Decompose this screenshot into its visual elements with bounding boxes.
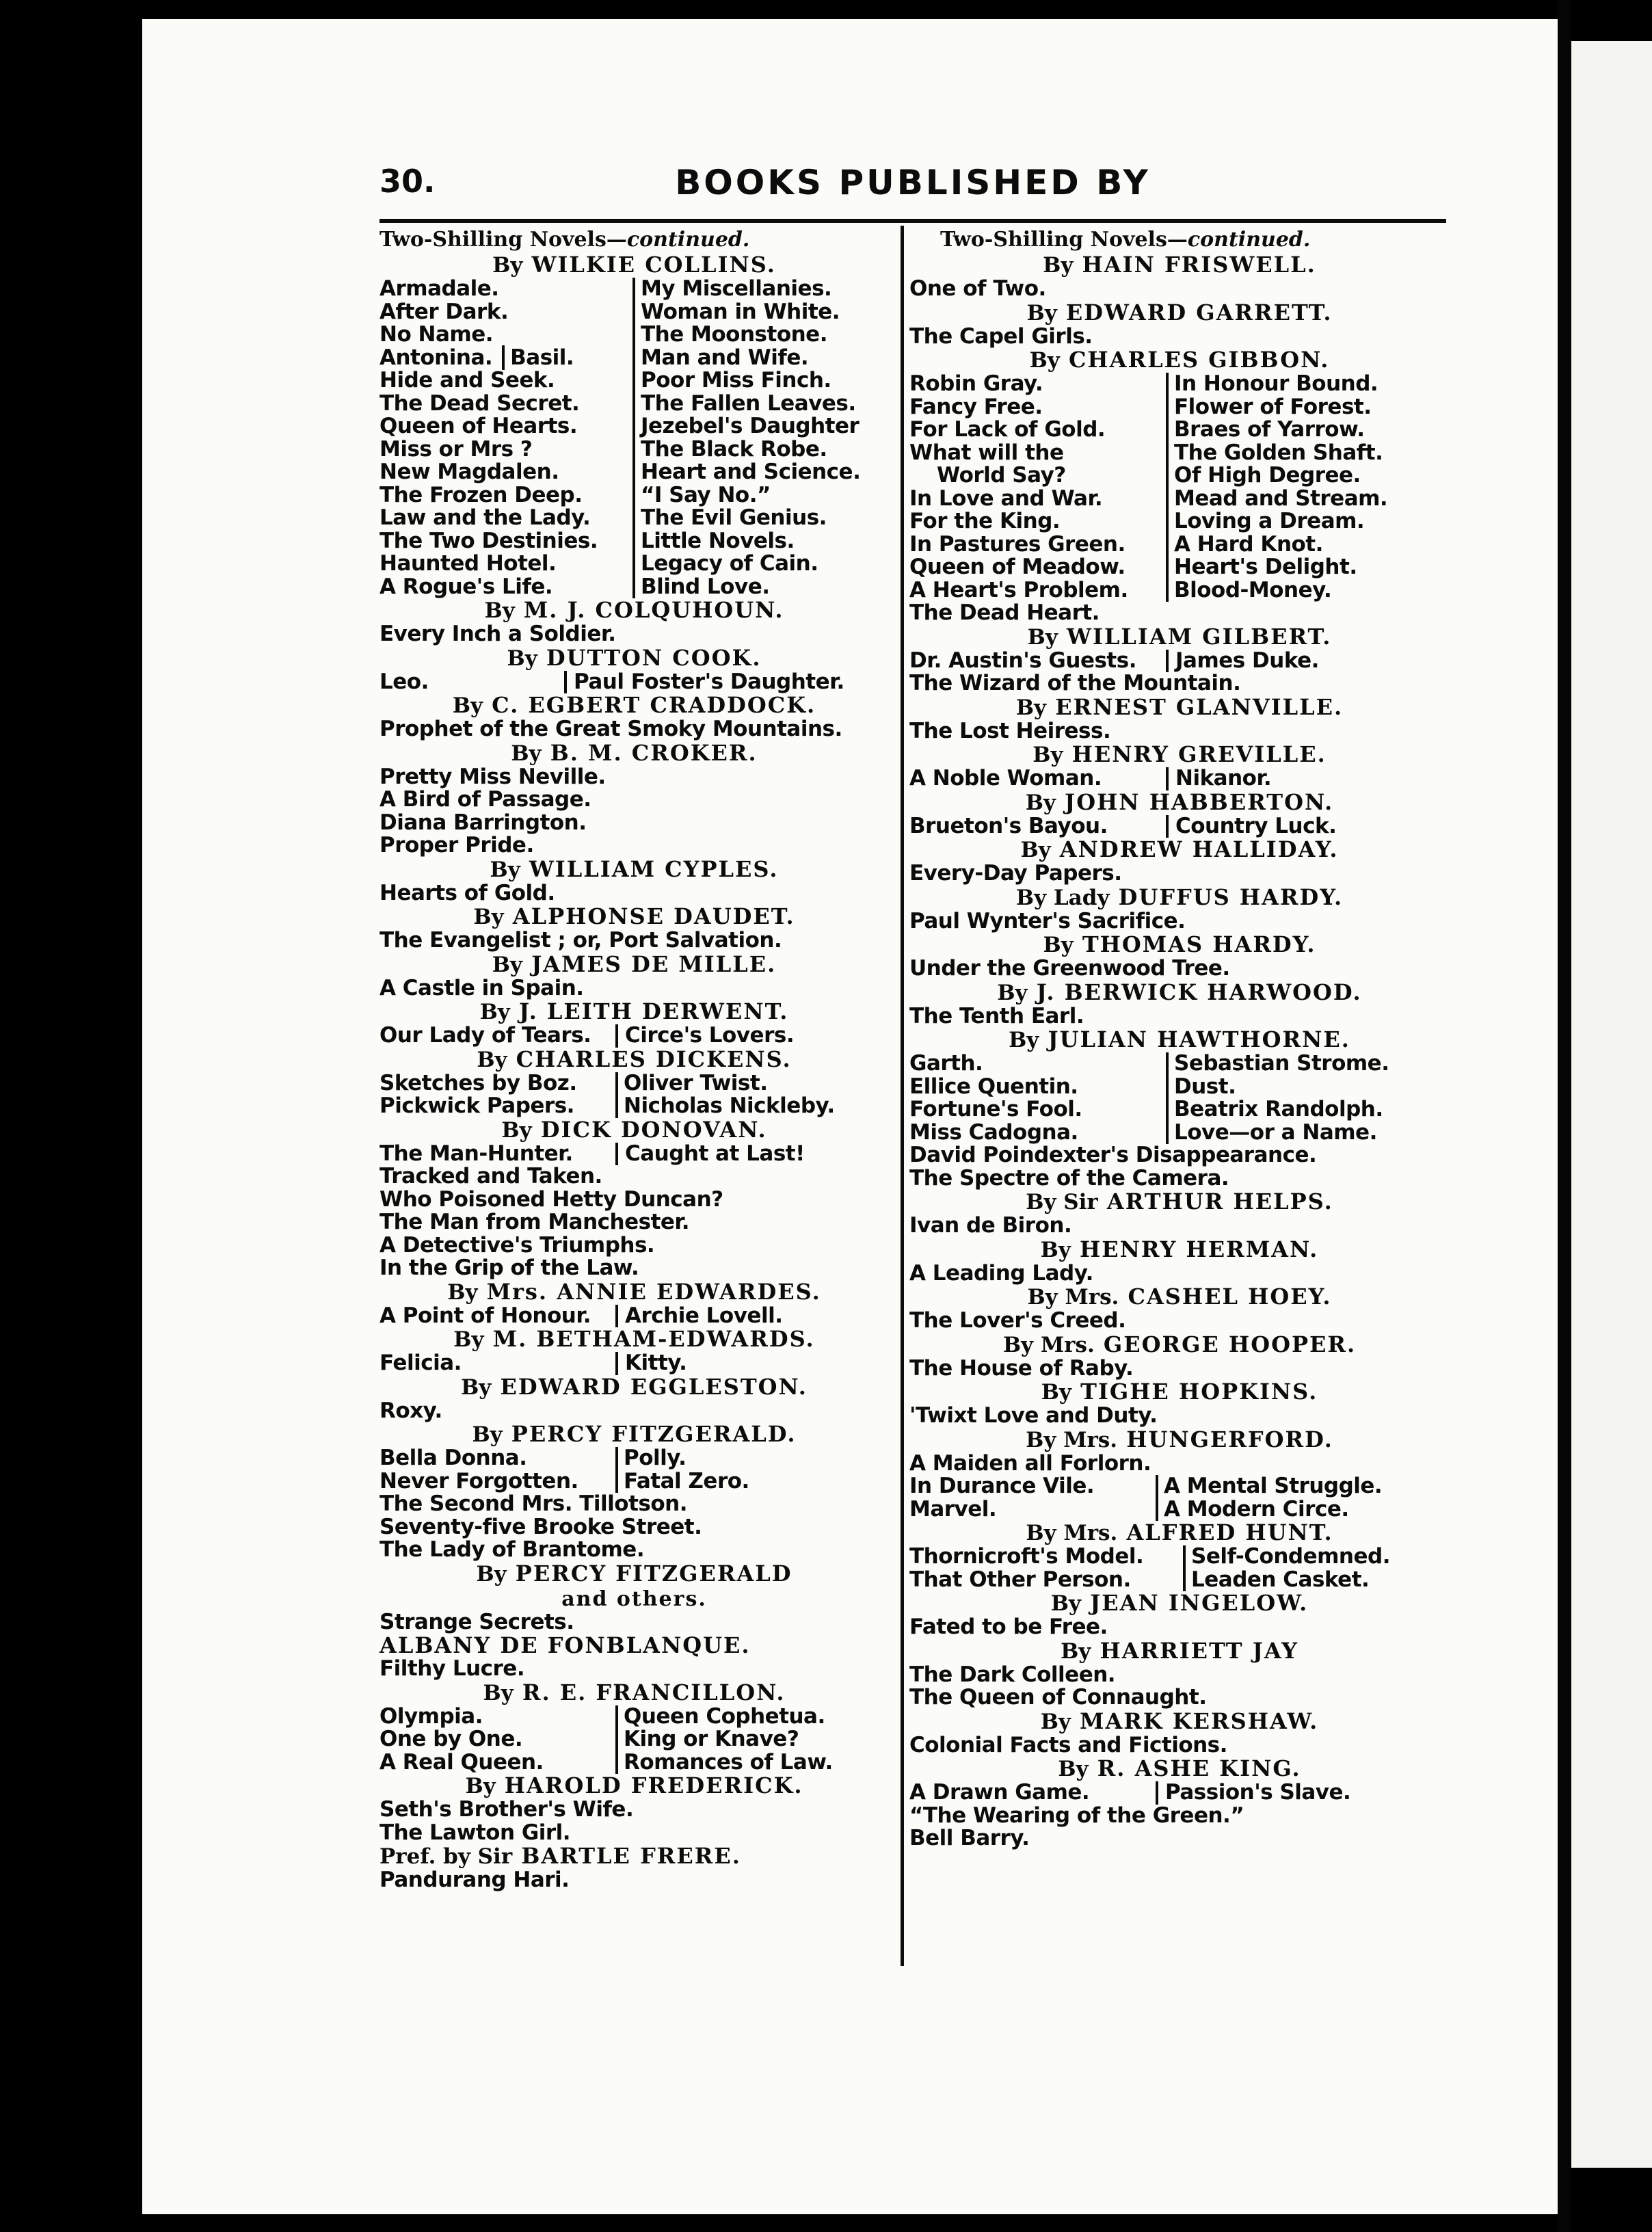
title: Leaden Casket. <box>1183 1569 1450 1592</box>
title: Fortune's Fool. <box>909 1097 1082 1121</box>
title: Nikanor. <box>1166 767 1271 790</box>
title: Filthy Lucre. <box>379 1656 525 1681</box>
title: Strange Secrets. <box>379 1609 574 1634</box>
title: Pretty Miss Neville. <box>379 764 606 789</box>
author-heading: By ANDREW HALLIDAY. <box>1020 836 1339 862</box>
author-heading: By C. EGBERT CRADDOCK. <box>452 692 816 718</box>
title-list <box>909 1405 1450 1428</box>
author-heading: By JEAN INGELOW. <box>1050 1590 1309 1616</box>
title-grid <box>909 1545 1450 1591</box>
title: Fated to be Free. <box>909 1615 1108 1639</box>
title-list <box>909 1310 1450 1333</box>
title: Under the Greenwood Tree. <box>909 956 1230 981</box>
title: Kitty. <box>615 1352 687 1375</box>
title: The Dead Secret. <box>379 390 580 416</box>
title: Sebastian Strome. <box>1166 1052 1450 1076</box>
title-list <box>379 766 889 858</box>
author-heading: By ALPHONSE DAUDET. <box>473 903 795 929</box>
author-heading: By J. BERWICK HARWOOD. <box>997 979 1362 1005</box>
title-list <box>909 602 1450 625</box>
title: Marvel. <box>909 1496 997 1522</box>
title: Bell Barry. <box>909 1826 1030 1850</box>
title: The Lady of Brantome. <box>379 1537 645 1562</box>
title: 'Twixt Love and Duty. <box>909 1403 1158 1428</box>
author-heading: By HENRY GREVILLE. <box>1032 741 1327 767</box>
author-heading: By JAMES DE MILLE. <box>492 951 777 977</box>
title: A Detective's Triumphs. <box>379 1232 655 1258</box>
title-list <box>909 323 1450 349</box>
title: For the King. <box>909 509 1061 533</box>
title: Tracked and Taken. <box>379 1164 602 1188</box>
title-list <box>909 278 1450 301</box>
author-heading: By R. E. FRANCILLON. <box>483 1679 786 1705</box>
author-heading: By Mrs. ALFRED HUNT. <box>1026 1519 1333 1545</box>
title: After Dark. <box>379 299 509 324</box>
author-heading: By TIGHE HOPKINS. <box>1041 1379 1318 1405</box>
title: Thornicroft's Model. <box>909 1544 1144 1569</box>
title-list <box>909 672 1450 695</box>
title: Pandurang Hari. <box>379 1868 570 1892</box>
title-list <box>909 1734 1450 1757</box>
title: The Tenth Earl. <box>909 1003 1084 1028</box>
title: A Bird of Passage. <box>379 787 591 812</box>
title: The Golden Shaft. <box>1166 442 1450 465</box>
title: Brueton's Bayou. <box>909 813 1108 838</box>
title-list <box>379 929 889 953</box>
title-pair <box>909 767 1450 790</box>
title-list <box>909 373 1450 602</box>
title: Proper Pride. <box>379 833 534 858</box>
author-heading: By Mrs. ANNIE EDWARDES. <box>447 1278 821 1305</box>
title: New Magdalen. <box>379 460 559 484</box>
title: King or Knave? <box>615 1728 889 1751</box>
title: That Other Person. <box>909 1567 1131 1592</box>
author-heading: By CHARLES DICKENS. <box>477 1046 792 1072</box>
title: The Lawton Girl. <box>379 1820 571 1845</box>
title: Archie Lovell. <box>615 1305 782 1328</box>
title: My Miscellanies. <box>632 278 889 301</box>
title-pair <box>379 671 889 694</box>
author-heading: By Mrs. HUNGERFORD. <box>1026 1426 1333 1452</box>
title-list <box>909 1214 1450 1238</box>
title: Flower of Forest. <box>1166 396 1450 419</box>
title: “The Wearing of the Green.” <box>909 1803 1244 1828</box>
title: Antonina. <box>379 345 493 370</box>
author-heading: By PERCY FITZGERALD <box>476 1560 792 1586</box>
title-list <box>379 977 889 1000</box>
title: Every Inch a Soldier. <box>379 622 616 646</box>
title-grid <box>379 1072 889 1118</box>
title-grid <box>909 1475 1450 1521</box>
author-heading: By Mrs. GEORGE HOOPER. <box>1002 1331 1357 1357</box>
author-heading: Pref. by Sir BARTLE FRERE. <box>379 1843 741 1869</box>
title: The Evangelist ; or, Port Salvation. <box>379 928 782 953</box>
title-pair <box>909 815 1450 838</box>
title: Legacy of Cain. <box>632 553 889 576</box>
author-heading: By THOMAS HARDY. <box>1043 931 1316 957</box>
title: Colonial Facts and Fictions. <box>909 1732 1227 1757</box>
title: Beatrix Randolph. <box>1166 1098 1450 1121</box>
title: Man and Wife. <box>632 347 889 370</box>
title-pair <box>909 650 1450 673</box>
title: Diana Barrington. <box>379 810 587 835</box>
title-grid <box>379 1447 889 1493</box>
title: Oliver Twist. <box>615 1072 889 1095</box>
title: Blind Love. <box>632 576 889 599</box>
title: In Pastures Green. <box>909 531 1125 557</box>
title: Dust. <box>1166 1076 1450 1099</box>
title: The Capel Girls. <box>909 323 1093 349</box>
title: Blood-Money. <box>1166 579 1450 602</box>
title-list <box>909 957 1450 981</box>
author-heading: By B. M. CROKER. <box>511 739 758 766</box>
title-list <box>379 882 889 905</box>
title: The Spectre of the Camera. <box>909 1165 1229 1191</box>
title: One by One. <box>379 1727 523 1751</box>
facing-page-edge <box>1571 41 1652 2168</box>
author-subheading: and others. <box>561 1586 707 1611</box>
title-list <box>909 1805 1450 1850</box>
title-list <box>909 1452 1450 1476</box>
title: Paul Foster's Daughter. <box>564 671 844 694</box>
title: The Dead Heart. <box>909 600 1100 625</box>
title: James Duke. <box>1166 650 1319 673</box>
title: Of High Degree. <box>1166 464 1450 488</box>
title: David Poindexter's Disappearance. <box>909 1143 1317 1167</box>
title-grid <box>379 1705 889 1775</box>
author-heading: By HENRY HERMAN. <box>1040 1236 1319 1262</box>
title-list <box>909 1616 1450 1639</box>
title: Woman in White. <box>632 301 889 324</box>
title: Hearts of Gold. <box>379 880 555 905</box>
author-heading: By DUTTON COOK. <box>507 644 762 671</box>
title: Miss or Mrs ? <box>379 436 533 462</box>
right-column <box>909 227 1450 1850</box>
title: What will the <box>909 440 1064 465</box>
author-heading: By DICK DONOVAN. <box>501 1116 767 1143</box>
title: Every-Day Papers. <box>909 861 1122 886</box>
author-heading: By R. ASHE KING. <box>1058 1755 1301 1781</box>
title: Paul Wynter's Sacrifice. <box>909 908 1186 933</box>
title: A Modern Circe. <box>1156 1498 1450 1522</box>
author-heading: By PERCY FITZGERALD. <box>472 1421 797 1447</box>
title-list <box>909 1664 1450 1710</box>
title: A Mental Struggle. <box>1156 1475 1450 1498</box>
title-list <box>909 910 1450 933</box>
title-list <box>909 1144 1450 1190</box>
title: Circe's Lovers. <box>615 1024 794 1048</box>
title-pair <box>379 1352 889 1375</box>
running-head: BOOKS PUBLISHED BY <box>675 163 1151 202</box>
title: Sketches by Boz. <box>379 1070 577 1095</box>
title-pair <box>379 347 632 370</box>
title: In Honour Bound. <box>1166 373 1450 396</box>
title: In Love and War. <box>909 486 1103 511</box>
title: Garth. <box>909 1051 983 1076</box>
title: Jezebel's Daughter <box>632 415 889 438</box>
title: Prophet of the Great Smoky Mountains. <box>379 717 842 741</box>
title: One of Two. <box>909 276 1046 301</box>
title-list <box>909 1262 1450 1286</box>
title: Queen of Meadow. <box>909 555 1125 579</box>
title: Felicia. <box>379 1351 462 1375</box>
page-number: 30. <box>379 163 436 200</box>
title: Roxy. <box>379 1398 442 1423</box>
title: Romances of Law. <box>615 1751 889 1775</box>
title: Loving a Dream. <box>1166 510 1450 533</box>
title-list <box>379 623 889 646</box>
title: No Name. <box>379 322 494 347</box>
title: The Moonstone. <box>632 323 889 347</box>
title: For Lack of Gold. <box>909 417 1106 442</box>
title: Olympia. <box>379 1703 483 1729</box>
title-grid <box>909 1052 1450 1144</box>
title: Pickwick Papers. <box>379 1093 574 1118</box>
title: The Man from Manchester. <box>379 1210 690 1234</box>
column-divider <box>901 226 904 1966</box>
title-list <box>379 1611 889 1634</box>
author-heading: By EDWARD EGGLESTON. <box>461 1373 808 1400</box>
title: Mead and Stream. <box>1166 488 1450 511</box>
title: “I Say No.” <box>632 484 889 507</box>
author-heading: By JULIAN HAWTHORNE. <box>1009 1026 1350 1052</box>
title-list <box>379 718 889 741</box>
title: Polly. <box>615 1447 889 1470</box>
author-heading: By Lady DUFFUS HARDY. <box>1015 884 1344 910</box>
author-heading: By EDWARD GARRETT. <box>1026 299 1333 326</box>
title: The Black Robe. <box>632 438 889 462</box>
title-list <box>379 1798 889 1844</box>
title: The Second Mrs. Tillotson. <box>379 1491 688 1516</box>
title: Heart's Delight. <box>1166 556 1450 579</box>
title: Passion's Slave. <box>1156 1781 1350 1805</box>
title: A Drawn Game. <box>909 1780 1090 1805</box>
title: Ellice Quentin. <box>909 1074 1078 1099</box>
title: A Castle in Spain. <box>379 975 584 1000</box>
author-heading: ALBANY DE FONBLANQUE. <box>379 1632 751 1658</box>
author-heading: By HARRIETT JAY <box>1061 1637 1298 1664</box>
title: Robin Gray. <box>909 371 1043 396</box>
author-heading: By HAIN FRISWELL. <box>1043 252 1316 278</box>
title: A Real Queen. <box>379 1749 544 1775</box>
title: The Lover's Creed. <box>909 1308 1126 1333</box>
author-heading: By J. LEITH DERWENT. <box>479 998 789 1024</box>
title-list <box>909 1005 1450 1028</box>
title: The House of Raby. <box>909 1355 1134 1381</box>
title: A Hard Knot. <box>1166 533 1450 557</box>
title: A Heart's Problem. <box>909 577 1128 602</box>
title-list <box>379 1400 889 1423</box>
author-heading: By Sir ARTHUR HELPS. <box>1026 1188 1333 1214</box>
title: Caught at Last! <box>615 1143 805 1166</box>
title: A Maiden all Forlorn. <box>909 1450 1151 1476</box>
title: Seth's Brother's Wife. <box>379 1797 634 1822</box>
section-heading: Two-Shilling Novels—continued. <box>940 228 1311 252</box>
title-list <box>909 862 1450 886</box>
title: Nicholas Nickleby. <box>615 1095 889 1118</box>
title: Miss Cadogna. <box>909 1119 1078 1145</box>
title: Never Forgotten. <box>379 1468 578 1493</box>
title: Basil. <box>502 345 574 370</box>
title: The Frozen Deep. <box>379 482 583 507</box>
title: The Wizard of the Mountain. <box>909 671 1241 695</box>
title-list <box>909 720 1450 743</box>
title: Country Luck. <box>1166 815 1336 838</box>
title: Love—or a Name. <box>1166 1121 1450 1145</box>
title: Fancy Free. <box>909 394 1043 419</box>
title: The Lost Heiress. <box>909 718 1111 743</box>
title: Seventy-five Brooke Street. <box>379 1514 702 1539</box>
title: Our Lady of Tears. <box>379 1023 591 1048</box>
title-list <box>379 1493 889 1562</box>
title: The Dark Colleen. <box>909 1662 1116 1687</box>
title: Fatal Zero. <box>615 1470 889 1493</box>
page-header <box>379 163 1446 211</box>
title-list <box>379 1165 889 1280</box>
title: The Queen of Connaught. <box>909 1685 1207 1710</box>
title: World Say? <box>937 463 1066 488</box>
author-heading: By JOHN HABBERTON. <box>1025 788 1334 815</box>
author-heading: By MARK KERSHAW. <box>1040 1708 1319 1734</box>
title: Law and the Lady. <box>379 505 591 530</box>
left-column <box>379 227 889 1892</box>
title: A Leading Lady. <box>909 1260 1093 1286</box>
title: Who Poisoned Hetty Duncan? <box>379 1186 723 1212</box>
title: Hide and Seek. <box>379 368 555 393</box>
header-rule <box>379 219 1446 223</box>
title: Ivan de Biron. <box>909 1213 1072 1238</box>
title: Haunted Hotel. <box>379 551 557 576</box>
author-heading: By Mrs. CASHEL HOEY. <box>1027 1284 1332 1310</box>
title: Armadale. <box>379 276 499 301</box>
author-heading: By WILLIAM CYPLES. <box>490 855 779 882</box>
author-heading: By M. J. COLQUHOUN. <box>484 597 784 623</box>
author-heading: By HAROLD FREDERICK. <box>465 1772 803 1798</box>
title-pair <box>379 1024 889 1048</box>
title: A Rogue's Life. <box>379 574 553 599</box>
title: A Noble Woman. <box>909 766 1102 790</box>
section-heading: Two-Shilling Novels—continued. <box>379 228 750 252</box>
title: Dr. Austin's Guests. <box>909 648 1136 673</box>
title: The Man-Hunter. <box>379 1141 573 1166</box>
title-pair <box>379 1305 889 1328</box>
title: Poor Miss Finch. <box>632 369 889 393</box>
title-list <box>379 1658 889 1681</box>
title: The Two Destinies. <box>379 528 598 553</box>
title: Heart and Science. <box>632 461 889 484</box>
title: The Evil Genius. <box>632 507 889 530</box>
title: Bella Donna. <box>379 1446 527 1470</box>
title: The Fallen Leaves. <box>632 393 889 416</box>
title: Self-Condemned. <box>1183 1545 1450 1569</box>
author-heading: By CHARLES GIBBON. <box>1029 347 1330 373</box>
title-pair <box>909 1781 1450 1805</box>
author-heading: By WILKIE COLLINS. <box>492 252 776 278</box>
title: Little Novels. <box>632 530 889 553</box>
title: A Point of Honour. <box>379 1303 591 1328</box>
author-heading: By WILLIAM GILBERT. <box>1027 623 1332 650</box>
title: In the Grip of the Law. <box>379 1256 639 1280</box>
title-list <box>379 278 889 598</box>
title-list <box>379 1869 889 1892</box>
book-spine <box>1558 0 1571 2232</box>
author-heading: By ERNEST GLANVILLE. <box>1015 693 1344 720</box>
author-heading: By M. BETHAM-EDWARDS. <box>453 1326 815 1352</box>
title: Leo. <box>379 669 429 694</box>
title-pair <box>379 1143 889 1166</box>
title-list <box>909 1357 1450 1381</box>
title: Queen of Hearts. <box>379 414 578 438</box>
title: Braes of Yarrow. <box>1166 418 1450 442</box>
title: Queen Cophetua. <box>615 1705 889 1729</box>
title: In Durance Vile. <box>909 1474 1095 1498</box>
